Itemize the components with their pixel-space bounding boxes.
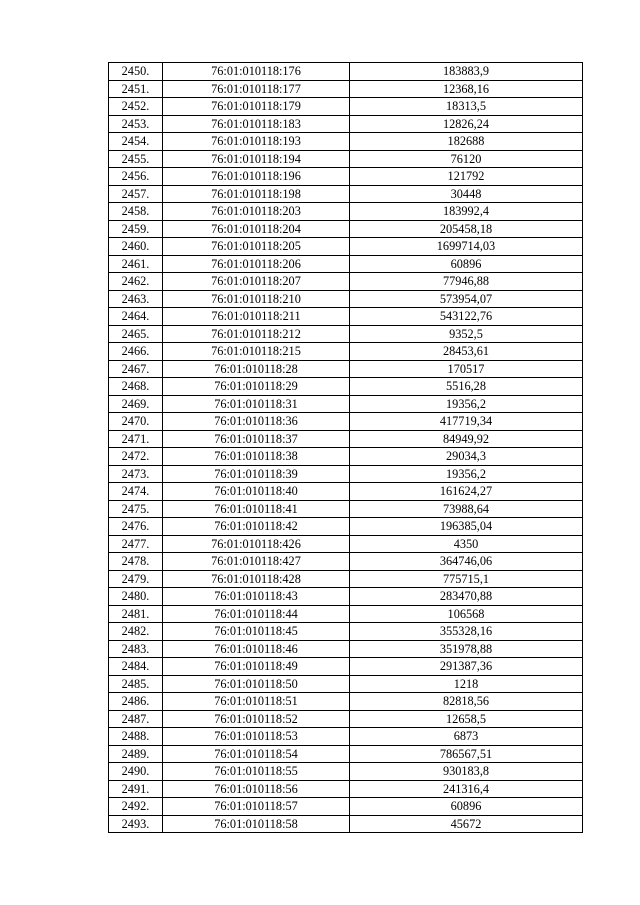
cadastral-number-cell: 76:01:010118:183 [163,115,350,133]
row-number-cell: 2491. [109,780,163,798]
table-body [109,63,583,833]
table-row [109,343,583,361]
cadastral-number-cell: 76:01:010118:207 [163,273,350,291]
value-cell: 182688 [350,133,583,151]
table-row [109,133,583,151]
table-row [109,185,583,203]
table-row [109,80,583,98]
cadastral-value-table [108,62,583,833]
cadastral-number-cell: 76:01:010118:203 [163,203,350,221]
table-row [109,623,583,641]
cadastral-number-cell: 76:01:010118:212 [163,325,350,343]
cadastral-number-cell: 76:01:010118:205 [163,238,350,256]
value-cell: 1699714,03 [350,238,583,256]
table-row [109,203,583,221]
table-row [109,483,583,501]
row-number-cell: 2488. [109,728,163,746]
row-number-cell: 2457. [109,185,163,203]
value-cell: 573954,07 [350,290,583,308]
value-cell: 60896 [350,255,583,273]
table-row [109,780,583,798]
row-number-cell: 2455. [109,150,163,168]
row-number-cell: 2469. [109,395,163,413]
cadastral-number-cell: 76:01:010118:45 [163,623,350,641]
row-number-cell: 2480. [109,588,163,606]
table-row [109,238,583,256]
row-number-cell: 2462. [109,273,163,291]
value-cell: 6873 [350,728,583,746]
row-number-cell: 2484. [109,658,163,676]
value-cell: 196385,04 [350,518,583,536]
cadastral-number-cell: 76:01:010118:211 [163,308,350,326]
cadastral-number-cell: 76:01:010118:193 [163,133,350,151]
table-row [109,675,583,693]
row-number-cell: 2487. [109,710,163,728]
table-row [109,308,583,326]
value-cell: 283470,88 [350,588,583,606]
cadastral-number-cell: 76:01:010118:42 [163,518,350,536]
table-row [109,98,583,116]
row-number-cell: 2452. [109,98,163,116]
value-cell: 775715,1 [350,570,583,588]
row-number-cell: 2489. [109,745,163,763]
value-cell: 19356,2 [350,465,583,483]
value-cell: 170517 [350,360,583,378]
value-cell: 82818,56 [350,693,583,711]
table-row [109,413,583,431]
value-cell: 786567,51 [350,745,583,763]
row-number-cell: 2492. [109,798,163,816]
cadastral-number-cell: 76:01:010118:53 [163,728,350,746]
table-row [109,465,583,483]
table-row [109,273,583,291]
row-number-cell: 2476. [109,518,163,536]
value-cell: 18313,5 [350,98,583,116]
cadastral-number-cell: 76:01:010118:176 [163,63,350,81]
value-cell: 12658,5 [350,710,583,728]
table-row [109,290,583,308]
value-cell: 60896 [350,798,583,816]
row-number-cell: 2472. [109,448,163,466]
value-cell: 4350 [350,535,583,553]
row-number-cell: 2456. [109,168,163,186]
cadastral-number-cell: 76:01:010118:57 [163,798,350,816]
value-cell: 205458,18 [350,220,583,238]
table-row [109,360,583,378]
table-row [109,325,583,343]
row-number-cell: 2467. [109,360,163,378]
cadastral-number-cell: 76:01:010118:46 [163,640,350,658]
row-number-cell: 2463. [109,290,163,308]
table-row [109,220,583,238]
table-row [109,693,583,711]
cadastral-number-cell: 76:01:010118:215 [163,343,350,361]
cadastral-number-cell: 76:01:010118:44 [163,605,350,623]
row-number-cell: 2461. [109,255,163,273]
cadastral-number-cell: 76:01:010118:55 [163,763,350,781]
cadastral-number-cell: 76:01:010118:28 [163,360,350,378]
row-number-cell: 2451. [109,80,163,98]
value-cell: 9352,5 [350,325,583,343]
table-row [109,658,583,676]
value-cell: 161624,27 [350,483,583,501]
cadastral-number-cell: 76:01:010118:204 [163,220,350,238]
cadastral-number-cell: 76:01:010118:50 [163,675,350,693]
row-number-cell: 2465. [109,325,163,343]
cadastral-number-cell: 76:01:010118:427 [163,553,350,571]
table-row [109,763,583,781]
row-number-cell: 2490. [109,763,163,781]
value-cell: 77946,88 [350,273,583,291]
value-cell: 241316,4 [350,780,583,798]
row-number-cell: 2482. [109,623,163,641]
value-cell: 1218 [350,675,583,693]
table-row [109,745,583,763]
cadastral-number-cell: 76:01:010118:177 [163,80,350,98]
cadastral-number-cell: 76:01:010118:51 [163,693,350,711]
value-cell: 12368,16 [350,80,583,98]
table-row [109,448,583,466]
row-number-cell: 2454. [109,133,163,151]
cadastral-number-cell: 76:01:010118:38 [163,448,350,466]
value-cell: 30448 [350,185,583,203]
row-number-cell: 2474. [109,483,163,501]
row-number-cell: 2485. [109,675,163,693]
value-cell: 355328,16 [350,623,583,641]
cadastral-number-cell: 76:01:010118:196 [163,168,350,186]
cadastral-number-cell: 76:01:010118:36 [163,413,350,431]
row-number-cell: 2460. [109,238,163,256]
value-cell: 76120 [350,150,583,168]
cadastral-number-cell: 76:01:010118:56 [163,780,350,798]
row-number-cell: 2464. [109,308,163,326]
value-cell: 73988,64 [350,500,583,518]
value-cell: 29034,3 [350,448,583,466]
value-cell: 121792 [350,168,583,186]
table-row [109,815,583,833]
table-row [109,63,583,81]
cadastral-number-cell: 76:01:010118:39 [163,465,350,483]
cadastral-number-cell: 76:01:010118:206 [163,255,350,273]
row-number-cell: 2486. [109,693,163,711]
row-number-cell: 2468. [109,378,163,396]
row-number-cell: 2458. [109,203,163,221]
row-number-cell: 2475. [109,500,163,518]
table-row [109,570,583,588]
table-row [109,535,583,553]
cadastral-number-cell: 76:01:010118:41 [163,500,350,518]
value-cell: 5516,28 [350,378,583,396]
row-number-cell: 2478. [109,553,163,571]
value-cell: 351978,88 [350,640,583,658]
table-row [109,553,583,571]
table-row [109,640,583,658]
value-cell: 28453,61 [350,343,583,361]
value-cell: 291387,36 [350,658,583,676]
value-cell: 12826,24 [350,115,583,133]
table-row [109,115,583,133]
cadastral-number-cell: 76:01:010118:179 [163,98,350,116]
row-number-cell: 2477. [109,535,163,553]
row-number-cell: 2483. [109,640,163,658]
table-row [109,605,583,623]
cadastral-number-cell: 76:01:010118:49 [163,658,350,676]
value-cell: 183992,4 [350,203,583,221]
cadastral-number-cell: 76:01:010118:52 [163,710,350,728]
value-cell: 106568 [350,605,583,623]
row-number-cell: 2466. [109,343,163,361]
cadastral-number-cell: 76:01:010118:54 [163,745,350,763]
cadastral-number-cell: 76:01:010118:37 [163,430,350,448]
table-row [109,255,583,273]
cadastral-number-cell: 76:01:010118:428 [163,570,350,588]
row-number-cell: 2470. [109,413,163,431]
row-number-cell: 2493. [109,815,163,833]
value-cell: 417719,34 [350,413,583,431]
cadastral-number-cell: 76:01:010118:43 [163,588,350,606]
value-cell: 84949,92 [350,430,583,448]
cadastral-number-cell: 76:01:010118:40 [163,483,350,501]
table-row [109,798,583,816]
table-row [109,150,583,168]
value-cell: 364746,06 [350,553,583,571]
table-row [109,500,583,518]
table-row [109,710,583,728]
cadastral-number-cell: 76:01:010118:210 [163,290,350,308]
row-number-cell: 2473. [109,465,163,483]
row-number-cell: 2453. [109,115,163,133]
value-cell: 183883,9 [350,63,583,81]
cadastral-number-cell: 76:01:010118:194 [163,150,350,168]
value-cell: 45672 [350,815,583,833]
table-row [109,430,583,448]
row-number-cell: 2481. [109,605,163,623]
table-row [109,395,583,413]
table-row [109,588,583,606]
cadastral-number-cell: 76:01:010118:31 [163,395,350,413]
cadastral-number-cell: 76:01:010118:58 [163,815,350,833]
value-cell: 543122,76 [350,308,583,326]
table-row [109,168,583,186]
value-cell: 19356,2 [350,395,583,413]
value-cell: 930183,8 [350,763,583,781]
row-number-cell: 2459. [109,220,163,238]
row-number-cell: 2450. [109,63,163,81]
table-row [109,518,583,536]
cadastral-number-cell: 76:01:010118:426 [163,535,350,553]
row-number-cell: 2471. [109,430,163,448]
row-number-cell: 2479. [109,570,163,588]
table-row [109,378,583,396]
table-row [109,728,583,746]
cadastral-number-cell: 76:01:010118:29 [163,378,350,396]
cadastral-number-cell: 76:01:010118:198 [163,185,350,203]
